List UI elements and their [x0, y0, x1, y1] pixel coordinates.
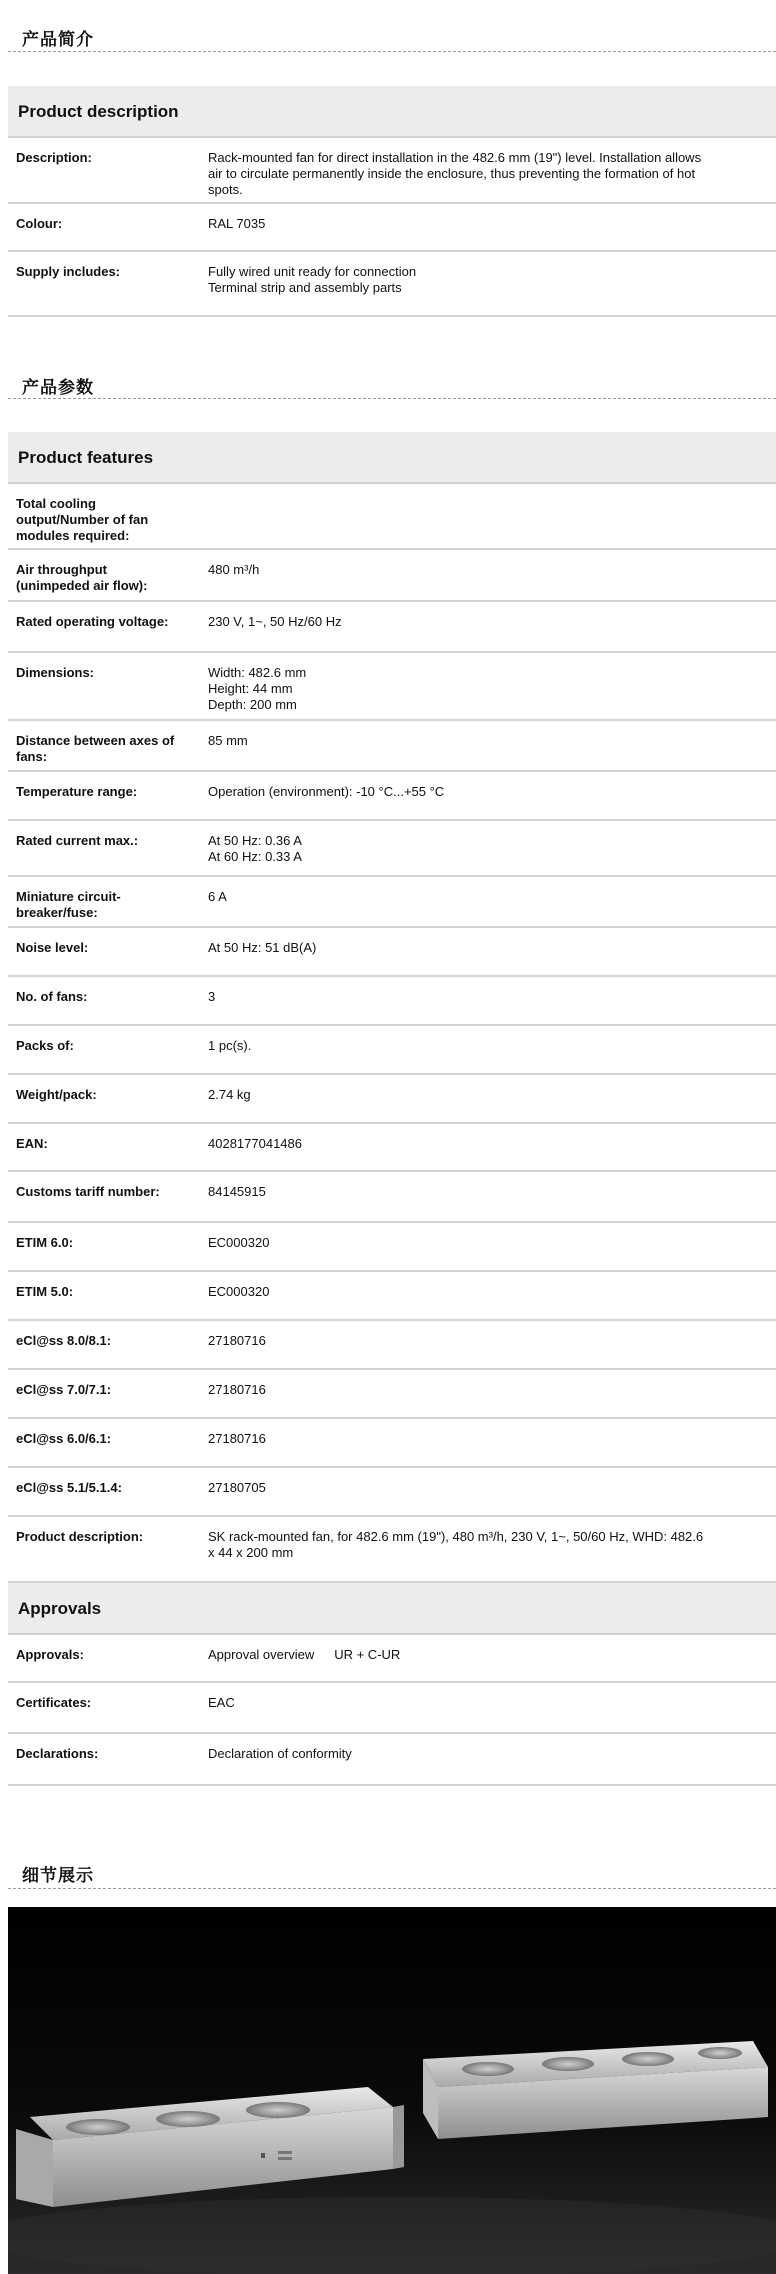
row-value	[208, 665, 776, 713]
table-row	[8, 1683, 776, 1734]
table-row	[8, 1635, 776, 1683]
row-label: Supply includes:	[16, 264, 121, 279]
row-label: Customs tariff number:	[16, 1184, 160, 1199]
value-line: 27180705	[208, 1480, 266, 1495]
row-value	[208, 1038, 776, 1054]
value-line: Height: 44 mm	[208, 681, 293, 696]
table-row	[8, 1124, 776, 1172]
product-description-table	[8, 86, 776, 317]
row-label: Declarations:	[16, 1746, 99, 1761]
section-title-intro: 产品简介	[22, 30, 94, 50]
value-line: 4028177041486	[208, 1136, 302, 1151]
row-value	[208, 1647, 776, 1663]
row-label: eCl@ss 5.1/5.1.4:	[16, 1480, 122, 1495]
dotted-divider	[8, 51, 776, 52]
value-line: 27180716	[208, 1382, 266, 1397]
value-line: At 50 Hz: 0.36 A	[208, 833, 302, 848]
table-row	[8, 1734, 776, 1786]
row-value	[208, 784, 776, 800]
table-row	[8, 204, 776, 252]
value-line: SK rack-mounted fan, for 482.6 mm (19"), 480 m³/h, 230 V, 1~, 50/60 Hz, WHD: 482.6	[208, 1529, 704, 1544]
value-line: air to circulate permanently inside the enclosure, thus preventing the formation of hot	[208, 166, 696, 181]
row-label: Weight/pack:	[16, 1087, 97, 1102]
row-value	[208, 1746, 776, 1762]
table-row	[8, 484, 776, 550]
section-title-params: 产品参数	[22, 378, 94, 398]
row-value	[208, 1087, 776, 1103]
value-line: Declaration of conformity	[208, 1746, 352, 1761]
value-line: RAL 7035	[208, 216, 266, 231]
row-value	[208, 216, 776, 232]
row-value	[208, 989, 776, 1005]
row-value	[208, 614, 776, 630]
value-line: Approval overview	[208, 1647, 315, 1662]
row-label: Product description:	[16, 1529, 144, 1544]
row-label: ETIM 5.0:	[16, 1284, 74, 1299]
table-row	[8, 772, 776, 821]
table-row	[8, 821, 776, 877]
table-row	[8, 602, 776, 653]
value-line: Width: 482.6 mm	[208, 665, 307, 680]
value-line: At 50 Hz: 51 dB(A)	[208, 940, 317, 955]
value-line: 480 m³/h	[208, 562, 260, 577]
value-line: 27180716	[208, 1431, 266, 1446]
row-value	[208, 1184, 776, 1200]
table-row	[8, 1517, 776, 1583]
table-row	[8, 877, 776, 928]
row-value	[208, 1284, 776, 1300]
row-value	[208, 940, 776, 956]
value-line: spots.	[208, 182, 243, 197]
row-label: Distance between axes of fans:	[16, 733, 175, 764]
table-row	[8, 252, 776, 317]
value-line: Operation (environment): -10 °C...+55 °C	[208, 784, 445, 799]
section-title-detail: 细节展示	[22, 1866, 94, 1886]
table-row	[8, 1370, 776, 1419]
rack-fan-illustration	[8, 1907, 776, 2274]
table-row	[8, 138, 776, 204]
row-label: eCl@ss 8.0/8.1:	[16, 1333, 112, 1348]
table-row	[8, 1172, 776, 1223]
table-row	[8, 1075, 776, 1124]
value-line: Depth: 200 mm	[208, 697, 297, 712]
row-value	[208, 1431, 776, 1447]
table-row	[8, 1321, 776, 1370]
row-label: Noise level:	[16, 940, 89, 955]
table-row	[8, 721, 776, 772]
row-label: Approvals:	[16, 1647, 84, 1662]
row-label: EAN:	[16, 1136, 48, 1151]
row-label: Miniature circuit-breaker/fuse:	[16, 889, 121, 920]
table-header: Product description	[8, 86, 776, 138]
row-value	[208, 562, 776, 578]
row-label: Description:	[16, 150, 92, 165]
row-label: Rated operating voltage:	[16, 614, 169, 629]
table-row	[8, 1223, 776, 1272]
value-line: Terminal strip and assembly parts	[208, 280, 402, 295]
row-label: ETIM 6.0:	[16, 1235, 74, 1250]
value-line: EC000320	[208, 1284, 270, 1299]
value-line: Rack-mounted fan for direct installation in the 482.6 mm (19") level. Installation allows	[208, 150, 702, 165]
row-value	[208, 1480, 776, 1496]
table-row	[8, 977, 776, 1026]
table-row	[8, 1419, 776, 1468]
row-label: Temperature range:	[16, 784, 138, 799]
value-line: 230 V, 1~, 50 Hz/60 Hz	[208, 614, 342, 629]
value-line: 85 mm	[208, 733, 248, 748]
table-header: Product features	[8, 432, 776, 484]
row-label: Colour:	[16, 216, 63, 231]
row-value	[208, 1136, 776, 1152]
approval-marks: UR + C-UR	[334, 1647, 401, 1662]
row-value	[208, 150, 776, 198]
value-line: 2.74 kg	[208, 1087, 251, 1102]
value-line: 1 pc(s).	[208, 1038, 252, 1053]
row-label: eCl@ss 6.0/6.1:	[16, 1431, 112, 1446]
value-line: 84145915	[208, 1184, 266, 1199]
row-value	[208, 733, 776, 749]
value-line: EAC	[208, 1695, 235, 1710]
value-line: 27180716	[208, 1333, 266, 1348]
row-value	[208, 889, 776, 905]
row-value	[208, 264, 776, 296]
row-label: Total cooling output/Number of fan modules required:	[16, 496, 149, 543]
row-value	[208, 1235, 776, 1251]
value-line: At 60 Hz: 0.33 A	[208, 849, 302, 864]
row-value	[208, 1695, 776, 1711]
row-label: Dimensions:	[16, 665, 95, 680]
dotted-divider	[8, 398, 776, 399]
value-line: 6 A	[208, 889, 227, 904]
row-label: No. of fans:	[16, 989, 88, 1004]
row-label: Certificates:	[16, 1695, 92, 1710]
row-value	[208, 1333, 776, 1349]
value-line: 3	[208, 989, 216, 1004]
table-row	[8, 1026, 776, 1075]
table-row	[8, 1468, 776, 1517]
value-line: x 44 x 200 mm	[208, 1545, 294, 1560]
product-features-table	[8, 432, 776, 1786]
product-photo	[8, 1907, 776, 2274]
table-row	[8, 928, 776, 977]
table-row	[8, 653, 776, 721]
row-value	[208, 1529, 776, 1561]
table-row	[8, 550, 776, 602]
row-value	[208, 1382, 776, 1398]
dotted-divider	[8, 1888, 776, 1889]
row-label: eCl@ss 7.0/7.1:	[16, 1382, 112, 1397]
approvals-header: Approvals	[8, 1583, 776, 1635]
table-row	[8, 1272, 776, 1321]
row-label: Air throughput (unimpeded air flow):	[16, 562, 148, 593]
row-label: Packs of:	[16, 1038, 74, 1053]
row-value	[208, 833, 776, 865]
value-line: Fully wired unit ready for connection	[208, 264, 417, 279]
value-line: EC000320	[208, 1235, 270, 1250]
row-label: Rated current max.:	[16, 833, 139, 848]
